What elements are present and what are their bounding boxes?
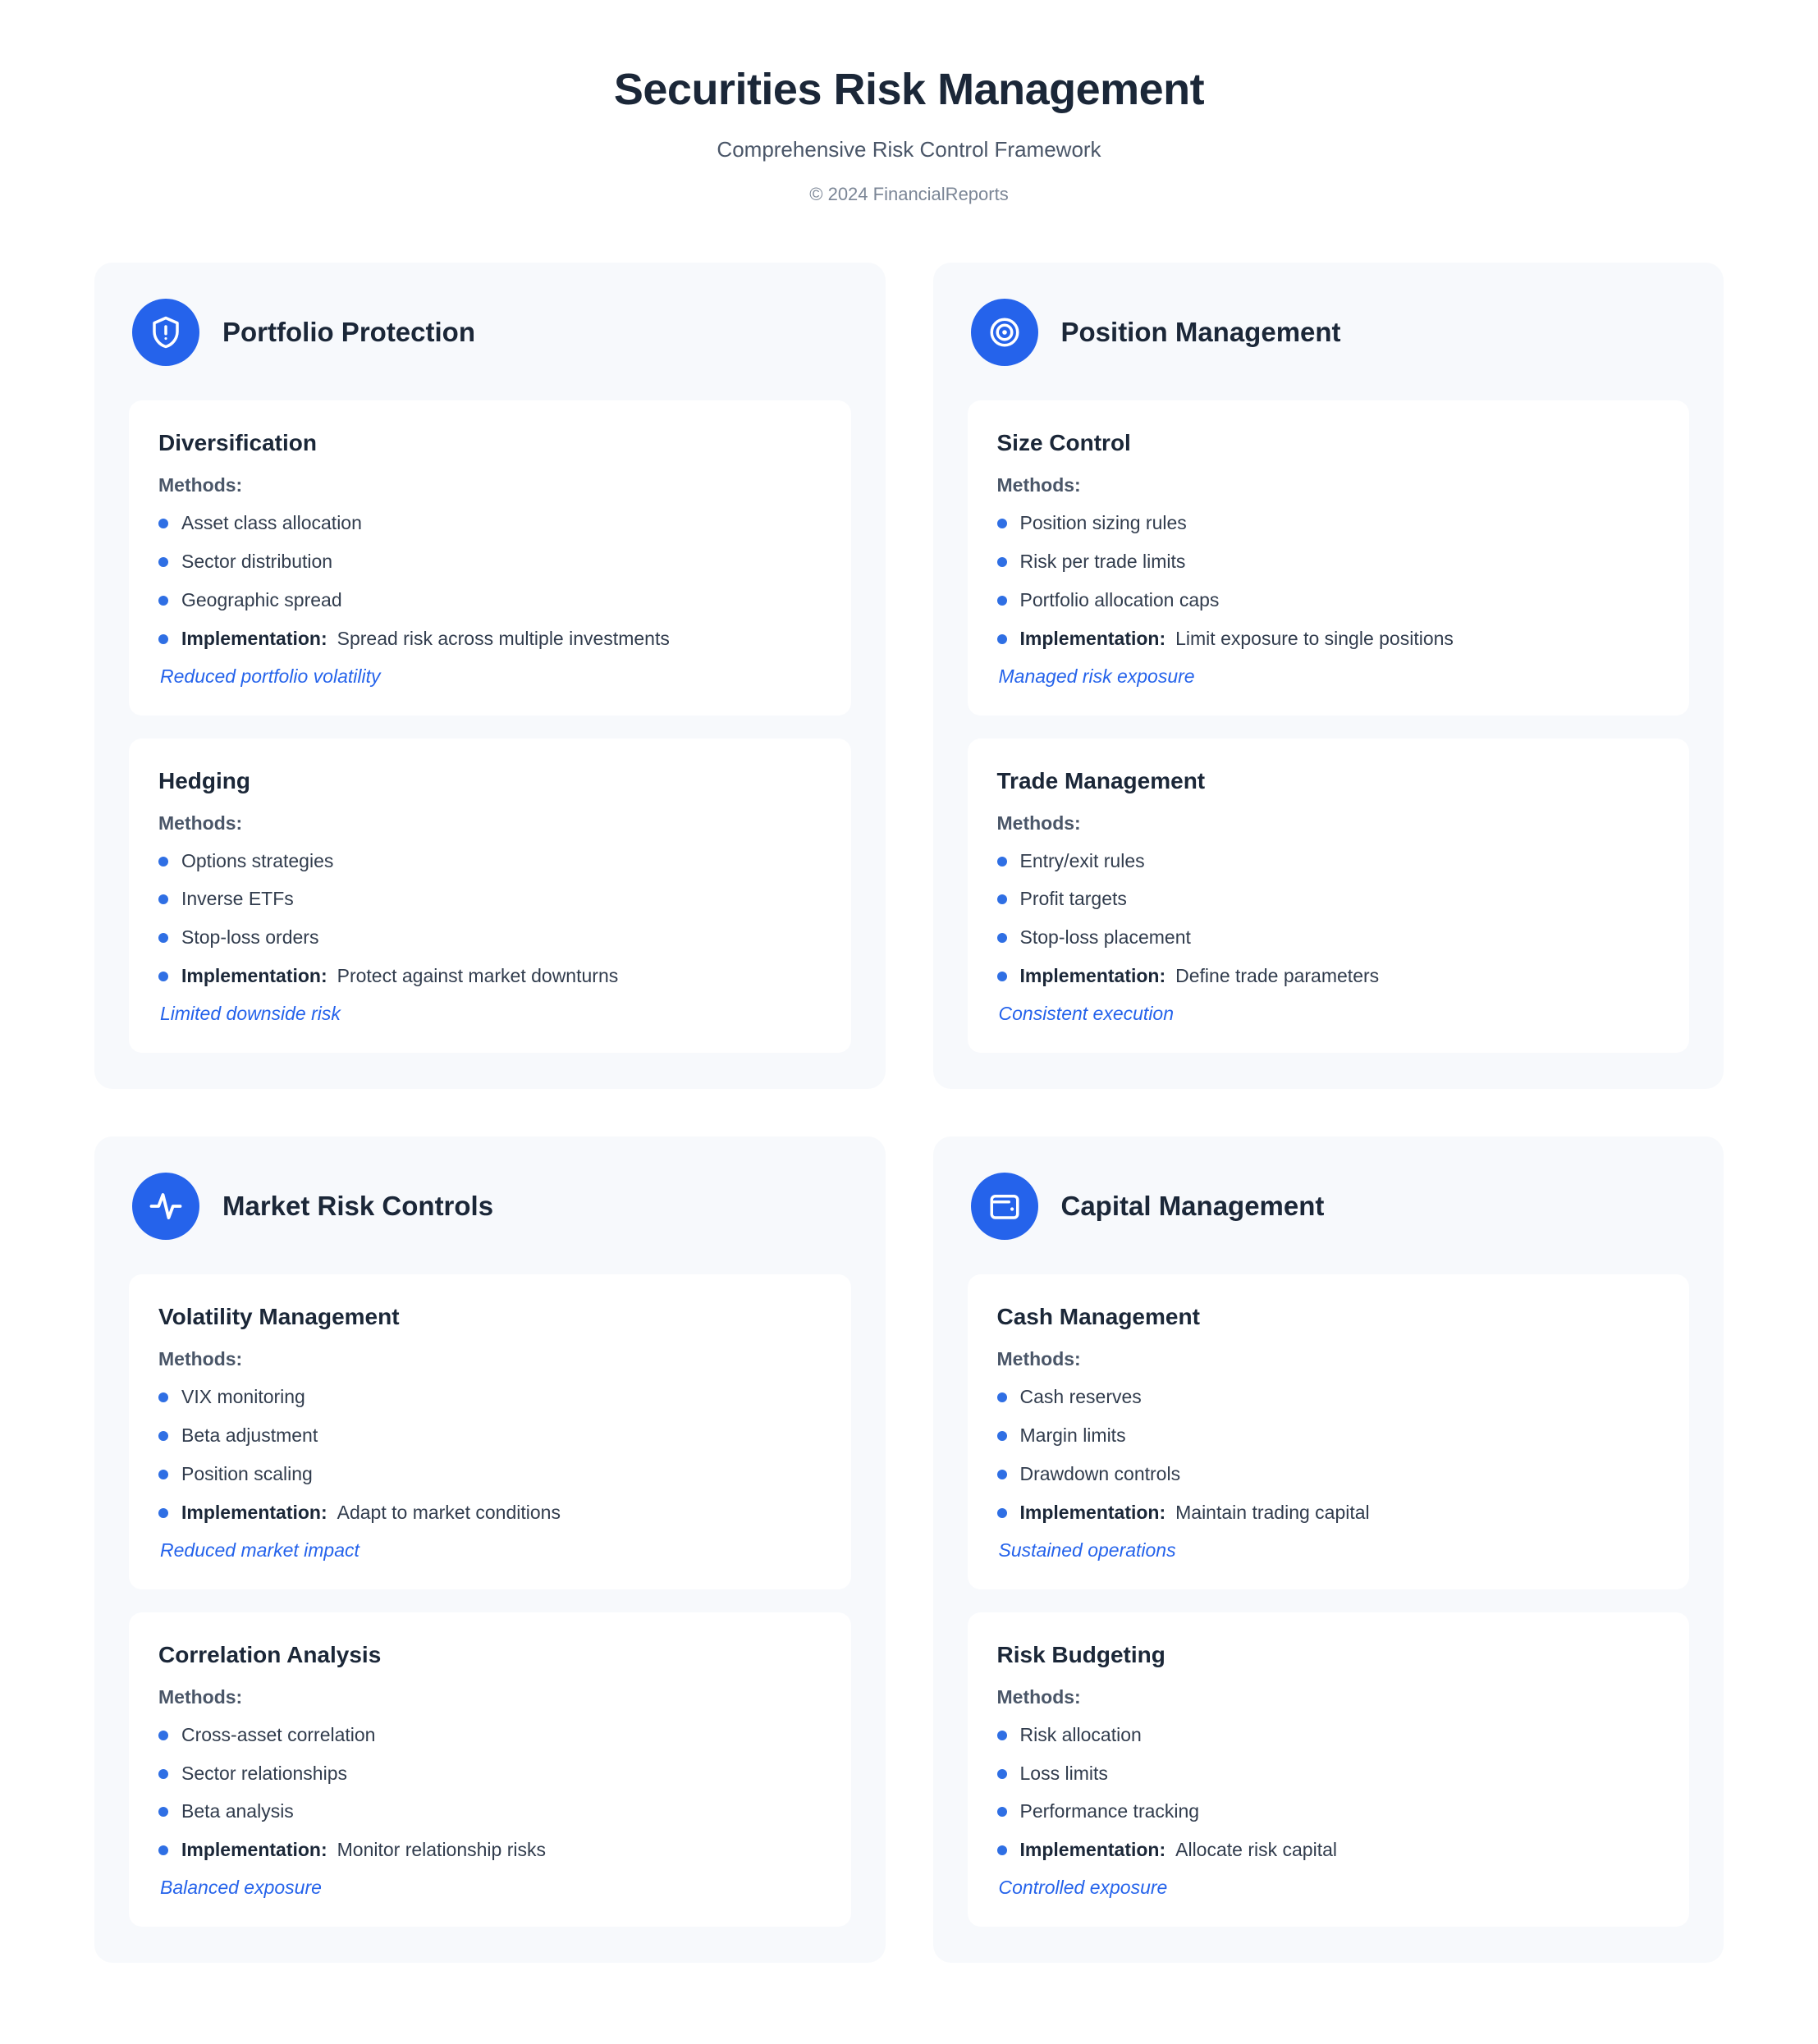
section-title: Capital Management [1060, 1191, 1325, 1222]
wallet-icon [971, 1173, 1038, 1240]
method-label: Stop-loss placement [1019, 926, 1191, 949]
section-card [94, 263, 886, 1089]
implementation-item [997, 627, 1660, 652]
method-label: Sector distribution [181, 550, 333, 572]
method-item [158, 1424, 822, 1448]
bullet-icon [158, 1845, 168, 1855]
implementation-value: Limit exposure to single positions [1175, 627, 1454, 649]
method-label: Risk allocation [1019, 1723, 1142, 1745]
section-card [94, 1136, 886, 1963]
bullet-icon [997, 1431, 1007, 1441]
implementation-item [158, 627, 822, 652]
implementation-item [158, 1501, 822, 1525]
topic-card [129, 738, 851, 1054]
benefit-text: Managed risk exposure [998, 665, 1195, 687]
topic-card [968, 1612, 1690, 1927]
implementation-value: Spread risk across multiple investments [337, 627, 670, 649]
implementation-value: Adapt to market conditions [337, 1501, 561, 1523]
methods-label: Methods: [158, 812, 243, 834]
topic-card [968, 400, 1690, 716]
bullet-icon [158, 1508, 168, 1518]
shield-alert-icon [132, 299, 199, 366]
bullet-icon [997, 519, 1007, 528]
method-label: Risk per trade limits [1019, 550, 1186, 572]
bullet-icon [997, 634, 1007, 644]
topic-title: Size Control [996, 430, 1131, 455]
method-item [158, 1762, 822, 1786]
benefit-text: Reduced market impact [160, 1539, 359, 1561]
implementation-item [997, 964, 1660, 989]
method-item [997, 550, 1660, 574]
sections-grid [94, 263, 1724, 1963]
target-icon [971, 299, 1038, 366]
implementation-label: Implementation: [181, 1501, 327, 1523]
method-item [158, 1462, 822, 1487]
methods-label: Methods: [996, 812, 1081, 834]
implementation-label: Implementation: [1019, 627, 1166, 649]
method-label: Position sizing rules [1019, 512, 1187, 533]
method-item [997, 1385, 1660, 1410]
implementation-text-wrap [1020, 964, 1380, 989]
method-item [997, 588, 1660, 613]
implementation-item [158, 1838, 822, 1863]
topic-card [129, 1274, 851, 1589]
bullet-icon [158, 933, 168, 943]
implementation-value: Allocate risk capital [1175, 1839, 1337, 1861]
implementation-text-wrap [181, 1838, 546, 1863]
methods-label: Methods: [996, 1685, 1081, 1708]
bullet-icon [997, 1731, 1007, 1740]
bullet-icon [158, 557, 168, 567]
method-label: Beta adjustment [181, 1424, 318, 1447]
bullet-icon [997, 857, 1007, 867]
implementation-text-wrap [181, 1501, 561, 1525]
method-item [997, 1762, 1660, 1786]
method-label: Options strategies [181, 849, 334, 871]
section-title: Position Management [1060, 317, 1341, 347]
bullet-icon [158, 1731, 168, 1740]
benefit-text: Consistent execution [998, 1003, 1175, 1025]
bullet-icon [997, 1845, 1007, 1855]
method-label: Position scaling [181, 1462, 313, 1484]
methods-list [997, 511, 1660, 652]
section-title: Portfolio Protection [222, 317, 475, 347]
implementation-label: Implementation: [1019, 1839, 1166, 1861]
method-label: Cash reserves [1019, 1386, 1142, 1408]
methods-list [158, 511, 822, 652]
benefit-text: Reduced portfolio volatility [160, 665, 381, 687]
methods-label: Methods: [996, 1348, 1081, 1370]
topic-title: Correlation Analysis [158, 1641, 382, 1667]
bullet-icon [158, 634, 168, 644]
bullet-icon [997, 1392, 1007, 1402]
methods-label: Methods: [158, 1685, 243, 1708]
implementation-label: Implementation: [181, 965, 327, 987]
implementation-text-wrap [1020, 627, 1454, 652]
topic-title: Cash Management [996, 1304, 1200, 1330]
section-card [933, 1136, 1724, 1963]
topic-card [968, 1274, 1690, 1589]
method-item [158, 926, 822, 950]
implementation-label: Implementation: [1019, 965, 1166, 987]
topic-card [129, 1612, 851, 1927]
methods-list [997, 1385, 1660, 1525]
section-card [933, 263, 1724, 1089]
bullet-icon [997, 1769, 1007, 1779]
topic-title: Trade Management [996, 767, 1206, 793]
method-label: Beta analysis [181, 1800, 294, 1822]
method-item [158, 1723, 822, 1748]
method-item [997, 1462, 1660, 1487]
bullet-icon [997, 1807, 1007, 1817]
method-item [158, 1385, 822, 1410]
bullet-icon [158, 1431, 168, 1441]
activity-pulse-icon [132, 1173, 199, 1240]
implementation-label: Implementation: [181, 1839, 327, 1861]
implementation-text-wrap [181, 627, 670, 652]
methods-label: Methods: [158, 1348, 243, 1370]
method-label: Cross-asset correlation [181, 1723, 376, 1745]
method-item [997, 511, 1660, 536]
method-label: Asset class allocation [181, 512, 362, 533]
method-label: Inverse ETFs [181, 888, 294, 910]
bullet-icon [158, 1392, 168, 1402]
section-header [129, 299, 851, 366]
page-subtitle: Comprehensive Risk Control Framework [717, 137, 1101, 162]
implementation-value: Define trade parameters [1175, 965, 1380, 987]
benefit-text: Controlled exposure [998, 1877, 1168, 1899]
bullet-icon [997, 1508, 1007, 1518]
method-label: Performance tracking [1019, 1800, 1200, 1822]
topic-title: Volatility Management [158, 1304, 400, 1330]
method-item [997, 926, 1660, 950]
method-item [997, 1424, 1660, 1448]
methods-list [158, 1385, 822, 1525]
implementation-value: Monitor relationship risks [337, 1839, 546, 1861]
benefit-text: Limited downside risk [160, 1003, 341, 1025]
bullet-icon [158, 894, 168, 904]
copyright-text: © 2024 FinancialReports [809, 184, 1009, 204]
section-header [129, 1173, 851, 1240]
topic-title: Hedging [158, 767, 250, 793]
method-label: Loss limits [1019, 1762, 1108, 1784]
bullet-icon [158, 972, 168, 981]
implementation-text-wrap [1020, 1838, 1337, 1863]
page-title: Securities Risk Management [613, 65, 1205, 114]
methods-label: Methods: [158, 474, 243, 496]
method-item [997, 849, 1660, 874]
document-header [94, 64, 1724, 205]
method-label: VIX monitoring [181, 1386, 305, 1408]
methods-label: Methods: [996, 474, 1081, 496]
method-item [158, 887, 822, 912]
implementation-item [158, 964, 822, 989]
method-label: Sector relationships [181, 1762, 347, 1784]
method-item [158, 849, 822, 874]
bullet-icon [997, 596, 1007, 606]
topic-card [968, 738, 1690, 1054]
method-item [158, 550, 822, 574]
bullet-icon [997, 1470, 1007, 1479]
implementation-text-wrap [181, 964, 618, 989]
method-label: Stop-loss orders [181, 926, 319, 949]
method-label: Entry/exit rules [1019, 849, 1145, 871]
methods-list [997, 1723, 1660, 1863]
methods-list [997, 849, 1660, 990]
implementation-label: Implementation: [1019, 1501, 1166, 1523]
section-title: Market Risk Controls [222, 1191, 494, 1222]
topic-title: Diversification [158, 430, 317, 455]
method-item [997, 1723, 1660, 1748]
bullet-icon [997, 894, 1007, 904]
bullet-icon [158, 857, 168, 867]
method-item [158, 588, 822, 613]
bullet-icon [997, 972, 1007, 981]
topic-title: Risk Budgeting [996, 1641, 1165, 1667]
method-label: Geographic spread [181, 588, 342, 610]
methods-list [158, 1723, 822, 1863]
method-item [997, 887, 1660, 912]
benefit-text: Sustained operations [998, 1539, 1176, 1561]
section-header [968, 299, 1690, 366]
method-item [997, 1799, 1660, 1824]
benefit-text: Balanced exposure [160, 1877, 322, 1899]
methods-list [158, 849, 822, 990]
bullet-icon [158, 596, 168, 606]
implementation-item [997, 1838, 1660, 1863]
bullet-icon [158, 1807, 168, 1817]
method-label: Margin limits [1019, 1424, 1126, 1447]
bullet-icon [997, 933, 1007, 943]
implementation-label: Implementation: [181, 627, 327, 649]
section-header [968, 1173, 1690, 1240]
implementation-value: Maintain trading capital [1175, 1501, 1370, 1523]
method-label: Portfolio allocation caps [1019, 588, 1220, 610]
method-item [158, 511, 822, 536]
topic-card [129, 400, 851, 716]
method-item [158, 1799, 822, 1824]
method-label: Profit targets [1019, 888, 1127, 910]
implementation-text-wrap [1020, 1501, 1370, 1525]
bullet-icon [158, 519, 168, 528]
bullet-icon [158, 1769, 168, 1779]
bullet-icon [997, 557, 1007, 567]
bullet-icon [158, 1470, 168, 1479]
implementation-item [997, 1501, 1660, 1525]
method-label: Drawdown controls [1019, 1462, 1181, 1484]
implementation-value: Protect against market downturns [337, 965, 619, 987]
